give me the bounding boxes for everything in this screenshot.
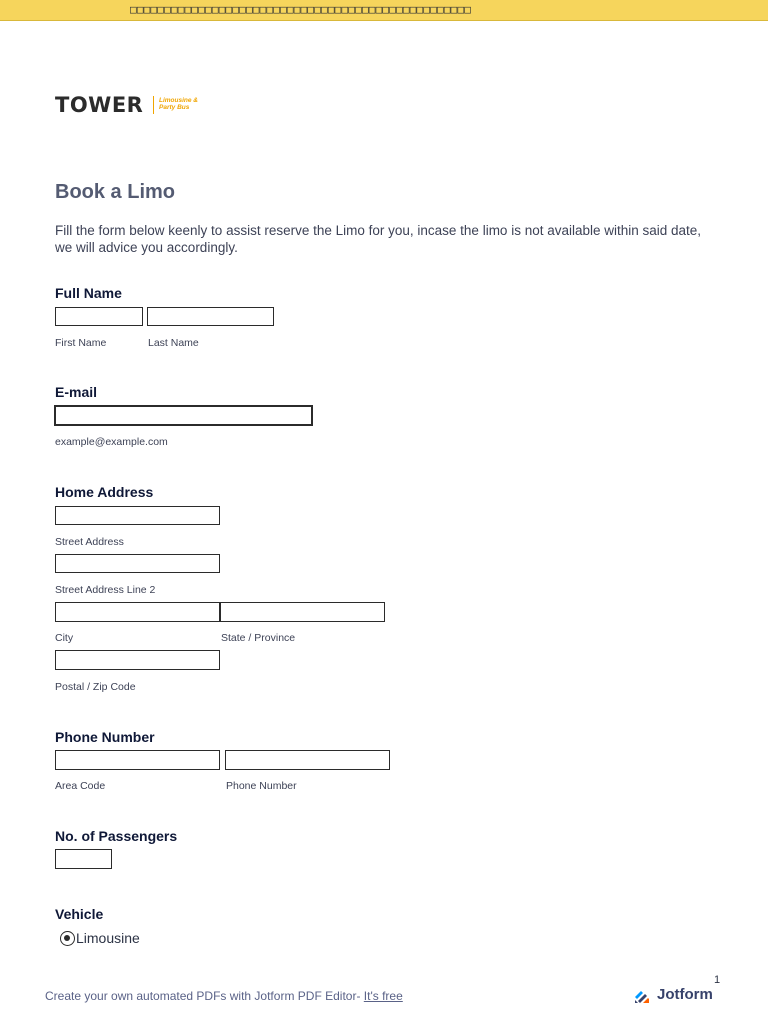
- phone-label: Phone Number: [55, 729, 155, 745]
- logo-divider: [153, 96, 154, 114]
- state-field[interactable]: [220, 602, 385, 622]
- limousine-option-label[interactable]: Limousine: [76, 930, 140, 946]
- area-code-field[interactable]: [55, 750, 220, 770]
- state-sublabel: State / Province: [221, 632, 296, 644]
- banner-text: □□□□□□□□□□□□□□□□□□□□□□□□□□□□□□□□□□□□□□□□□□□□□□□□□□: [130, 3, 472, 16]
- banner: [0, 0, 768, 21]
- footer-link[interactable]: It's free: [363, 989, 403, 1003]
- email-label: E-mail: [55, 384, 98, 400]
- form-description: Fill the form below keenly to assist reserve the Limo for you, incase the limo is not available within said date, we will advice you accordingly.: [55, 223, 702, 255]
- street-address-line2-field[interactable]: [55, 554, 220, 573]
- street-address-sublabel: Street Address: [55, 536, 124, 548]
- passengers-field[interactable]: [55, 849, 112, 869]
- first-name-sublabel: First Name: [55, 337, 107, 349]
- vehicle-label: Vehicle: [55, 906, 104, 922]
- last-name-sublabel: Last Name: [148, 337, 199, 349]
- logo-tagline: Limousine & Party Bus: [159, 97, 199, 111]
- street-address-line2-sublabel: Street Address Line 2: [55, 584, 156, 596]
- passengers-label: No. of Passengers: [55, 828, 178, 844]
- full-name-label: Full Name: [55, 285, 122, 301]
- postal-code-sublabel: Postal / Zip Code: [55, 681, 136, 693]
- city-sublabel: City: [55, 632, 74, 644]
- logo-wordmark: TOWER: [55, 93, 144, 117]
- email-sublabel: example@example.com: [55, 436, 168, 448]
- email-field[interactable]: [54, 405, 313, 426]
- phone-number-field[interactable]: [225, 750, 390, 770]
- radio-selected-dot: [64, 935, 70, 941]
- footer-text: Create your own automated PDFs with Jotform PDF Editor-: [45, 989, 361, 1003]
- limousine-radio[interactable]: [60, 931, 75, 946]
- city-field[interactable]: [55, 602, 220, 622]
- area-code-sublabel: Area Code: [55, 780, 106, 792]
- jotform-icon: [633, 987, 651, 1005]
- jotform-wordmark: Jotform: [657, 986, 713, 1003]
- phone-number-sublabel: Phone Number: [226, 780, 297, 792]
- address-label: Home Address: [55, 484, 154, 500]
- form-title: Book a Limo: [55, 181, 176, 203]
- first-name-field[interactable]: [55, 307, 143, 326]
- street-address-field[interactable]: [55, 506, 220, 525]
- page-number: 1: [714, 974, 721, 986]
- last-name-field[interactable]: [147, 307, 274, 326]
- postal-code-field[interactable]: [55, 650, 220, 670]
- footer-promo: [45, 989, 403, 1003]
